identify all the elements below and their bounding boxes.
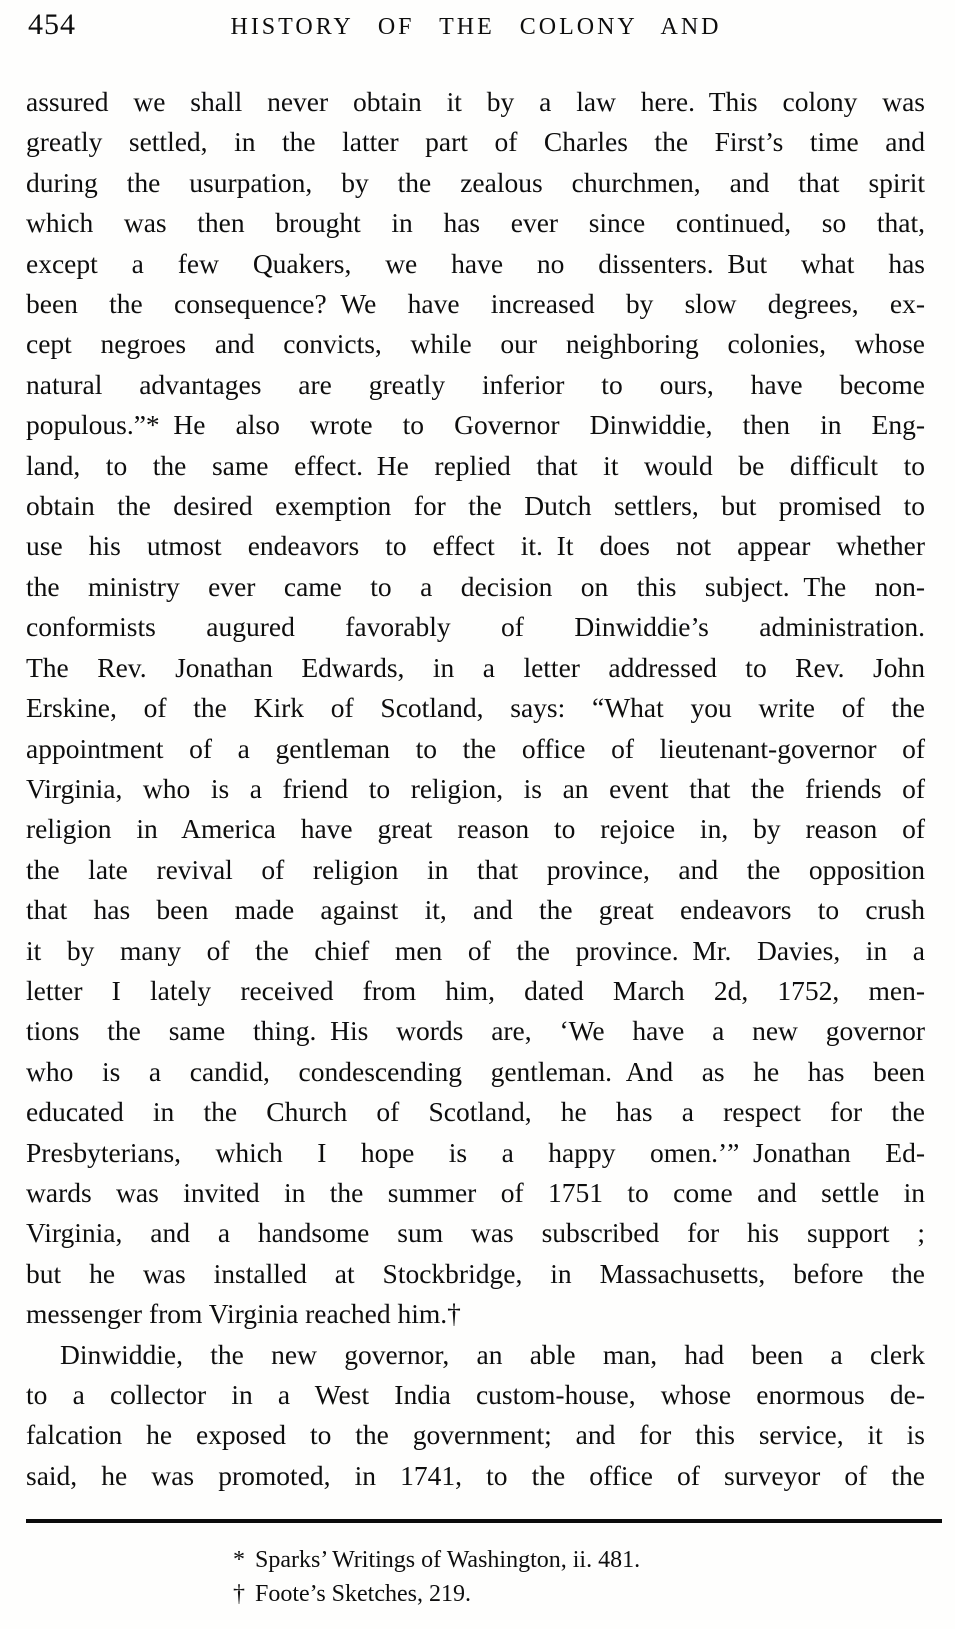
text-line: said, he was promoted, in 1741, to the office of surveyor of the (26, 1459, 925, 1491)
text-line: been the consequence? We have increased by slow degrees, ex- (26, 288, 925, 320)
page-body-text (26, 82, 925, 1496)
footnote-item (233, 1543, 640, 1577)
text-line: wards was invited in the summer of 1751 to come and settle in (26, 1176, 925, 1208)
running-header: HISTORY OF THE COLONY AND (230, 14, 722, 40)
footnotes (233, 1543, 640, 1611)
footnote-separator (26, 1519, 942, 1523)
text-line: obtain the desired exemption for the Dutch settlers, but promised to (26, 490, 925, 522)
text-line: The Rev. Jonathan Edwards, in a letter addressed to Rev. John (26, 651, 925, 683)
text-line: conformists augured favorably of Dinwiddie’s administration. (26, 611, 925, 643)
text-line: falcation he exposed to the government; and for this service, it is (26, 1419, 925, 1451)
text-line: Virginia, who is a friend to religion, is an event that the friends of (26, 772, 925, 804)
text-line: educated in the Church of Scotland, he has a respect for the (26, 1096, 925, 1128)
text-line: messenger from Virginia reached him.† (26, 1298, 461, 1330)
text-line: Erskine, of the Kirk of Scotland, says: “What you write of the (26, 692, 925, 724)
text-line: natural advantages are greatly inferior to ours, have become (26, 368, 925, 400)
text-line: Virginia, and a handsome sum was subscribed for his support ; (26, 1217, 925, 1249)
text-line: except a few Quakers, we have no dissenters. But what has (26, 247, 925, 279)
text-line: appointment of a gentleman to the office of lieutenant-governor of (26, 732, 925, 764)
text-line: to a collector in a West India custom-house, whose enormous de- (26, 1379, 925, 1410)
text-line: but he was installed at Stockbridge, in Massachusetts, before the (26, 1257, 925, 1289)
text-line: who is a candid, condescending gentleman. And as he has been (26, 1055, 925, 1087)
text-line: land, to the same effect. He replied that it would be difficult to (26, 449, 925, 481)
text-line: letter I lately received from him, dated March 2d, 1752, men- (26, 974, 925, 1006)
text-line: Dinwiddie, the new governor, an able man, had been a clerk (60, 1338, 925, 1370)
text-line: greatly settled, in the latter part of Charles the First’s time and (26, 126, 925, 158)
footnote-item (233, 1577, 640, 1611)
page-number: 454 (28, 8, 76, 41)
text-line: Presbyterians, which I hope is a happy omen.’” Jonathan Ed- (26, 1136, 925, 1168)
text-line: that has been made against it, and the great endeavors to crush (26, 894, 925, 926)
footnote-text: Foote’s Sketches, 219. (249, 1581, 471, 1607)
text-line: religion in America have great reason to rejoice in, by reason of (26, 813, 925, 845)
text-line: tions the same thing. His words are, ‘We have a new governor (26, 1015, 925, 1047)
footnote-marker: † (233, 1581, 245, 1607)
text-line: the late revival of religion in that province, and the opposition (26, 853, 925, 885)
text-line: use his utmost endeavors to effect it. It does not appear whether (26, 530, 925, 562)
footnote-text: Sparks’ Writings of Washington, ii. 481. (249, 1547, 641, 1573)
text-line: which was then brought in has ever since continued, so that, (26, 207, 925, 239)
footnote-marker: * (233, 1547, 245, 1573)
text-line: during the usurpation, by the zealous churchmen, and that spirit (26, 166, 925, 198)
text-line: it by many of the chief men of the province. Mr. Davies, in a (26, 934, 925, 966)
text-line: assured we shall never obtain it by a law here. This colony was (26, 86, 925, 117)
text-line: populous.”* He also wrote to Governor Dinwiddie, then in Eng- (26, 409, 925, 441)
text-line: cept negroes and convicts, while our neighboring colonies, whose (26, 328, 925, 360)
text-line: the ministry ever came to a decision on this subject. The non- (26, 570, 925, 602)
